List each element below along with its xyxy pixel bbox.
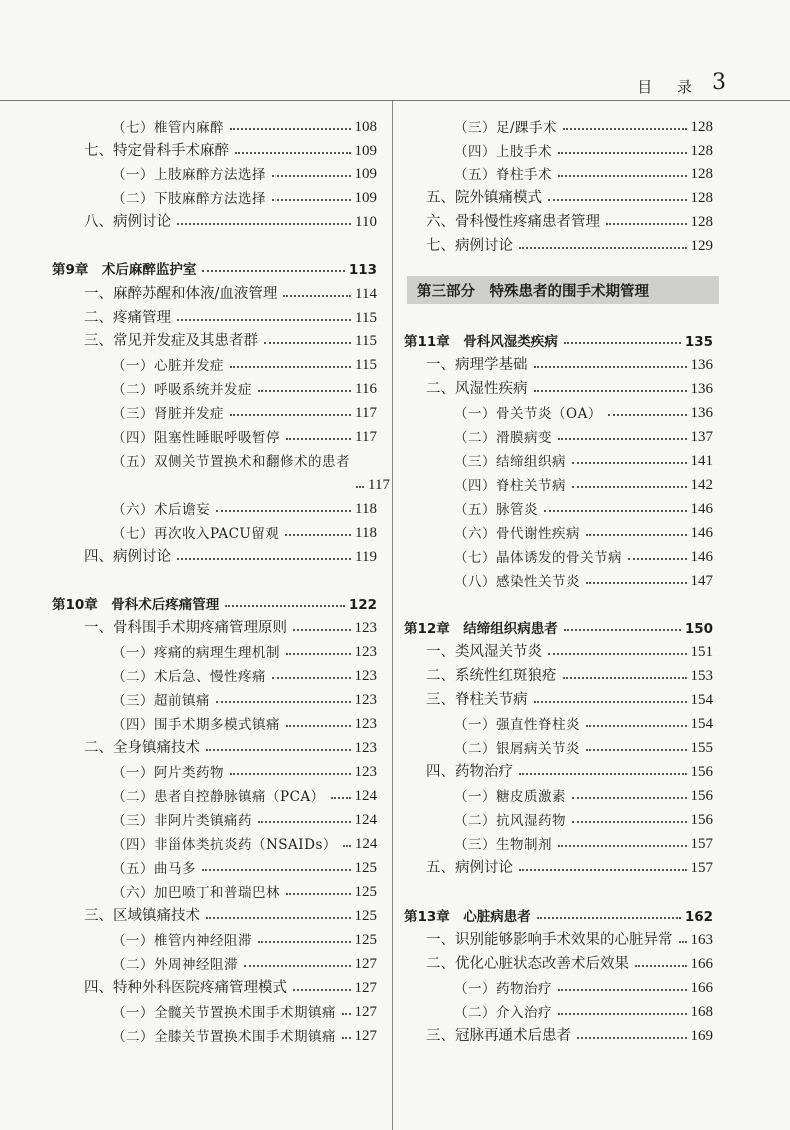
toc-entry-title: （三）足/踝手术: [454, 120, 558, 136]
toc-leader-dots: [577, 1037, 687, 1039]
toc-entry: [404, 376, 713, 398]
toc-entry: [52, 879, 377, 901]
toc-leader-dots: [558, 845, 687, 847]
toc-entry: [52, 138, 377, 160]
toc-entry-page: 166: [690, 980, 713, 996]
toc-entry: [404, 735, 713, 757]
toc-entry: [52, 185, 377, 207]
toc-leader-dots: [537, 917, 681, 919]
toc-entry-page: 156: [690, 788, 713, 804]
toc-leader-dots: [286, 653, 351, 655]
toc-leader-dots: [202, 270, 344, 272]
toc-entry: [52, 376, 377, 398]
toc-entry-title: （三）肾脏并发症: [112, 406, 224, 422]
toc-chapter-entry: [404, 615, 713, 637]
toc-entry: [52, 400, 377, 422]
toc-entry-page: 117: [355, 429, 377, 445]
toc-entry: [52, 352, 377, 374]
toc-leader-dots: [230, 366, 351, 368]
toc-leader-dots: [258, 821, 351, 823]
toc-entry-page: 108: [354, 119, 377, 135]
toc-entry: [404, 114, 713, 136]
toc-leader-dots: [216, 510, 351, 512]
toc-entry: [404, 1023, 713, 1045]
toc-leader-dots: [293, 629, 351, 631]
toc-leader-dots: [286, 725, 351, 727]
toc-entry: [404, 783, 713, 805]
toc-entry-page: 156: [690, 764, 713, 780]
toc-entry: [404, 663, 713, 685]
toc-entry: [52, 472, 390, 494]
toc-entry-title: （七）再次收入PACU留观: [112, 526, 280, 542]
toc-leader-dots: [331, 797, 351, 799]
toc-leader-dots: [534, 366, 687, 368]
toc-entry-page: 125: [354, 860, 377, 876]
toc-entry-title: （四）围手术期多模式镇痛: [112, 717, 280, 733]
toc-entry-page: 109: [354, 166, 377, 182]
toc-leader-dots: [564, 629, 681, 631]
toc-entry-title: 五、院外镇痛模式: [426, 190, 542, 206]
toc-entry: [404, 927, 713, 949]
toc-leader-dots: [572, 462, 687, 464]
toc-entry-page: 118: [355, 525, 377, 541]
toc-entry-title: （四）非甾体类抗炎药（NSAIDs）: [112, 837, 337, 853]
toc-leader-dots: [563, 677, 687, 679]
toc-entry-page: 154: [690, 716, 713, 732]
toc-entry-page: 128: [690, 119, 713, 135]
toc-entry: [52, 114, 377, 136]
toc-leader-dots: [563, 128, 686, 130]
toc-entry: [52, 328, 377, 350]
toc-entry-title: 第12章 结缔组织病患者: [404, 621, 558, 637]
toc-entry-page: 157: [690, 860, 713, 876]
toc-entry-title: 七、特定骨科手术麻醉: [84, 143, 229, 159]
column-divider: [392, 101, 393, 1130]
toc-entry: [404, 544, 713, 566]
toc-entry-title: 五、病例讨论: [426, 860, 513, 876]
toc-entry: [404, 161, 713, 183]
toc-entry-title: （三）非阿片类镇痛药: [112, 813, 252, 829]
toc-entry: [52, 927, 377, 949]
toc-entry-title: （一）全髋关节置换术围手术期镇痛: [112, 1005, 336, 1021]
toc-entry: [404, 711, 713, 733]
toc-entry: [52, 161, 377, 183]
toc-entry-page: 114: [355, 286, 377, 302]
toc-entry-page: 128: [690, 166, 713, 182]
toc-entry-title: （五）曲马多: [112, 861, 196, 877]
toc-entry-title: （二）抗风湿药物: [454, 813, 566, 829]
toc-entry-page: 157: [690, 836, 713, 852]
toc-entry-title: （四）脊柱关节病: [454, 478, 566, 494]
toc-entry-page: 125: [354, 932, 377, 948]
toc-entry-page: 135: [684, 334, 713, 350]
toc-entry-page: 123: [354, 668, 377, 684]
toc-entry: [404, 448, 713, 470]
toc-entry-page: 110: [355, 214, 377, 230]
toc-leader-dots: [244, 965, 351, 967]
toc-entry-title: 四、特种外科医院疼痛管理模式: [84, 980, 287, 996]
toc-entry: [52, 544, 377, 566]
toc-entry: [52, 424, 377, 446]
toc-entry-page: 124: [354, 812, 377, 828]
toc-leader-dots: [342, 1037, 351, 1039]
toc-entry-page: 146: [690, 501, 713, 517]
toc-entry-page: 128: [690, 190, 713, 206]
toc-leader-dots: [558, 1013, 687, 1015]
toc-entry-title: 一、类风湿关节炎: [426, 644, 542, 660]
toc-leader-dots: [572, 821, 687, 823]
toc-entry-title: 第10章 骨科术后疼痛管理: [52, 597, 220, 613]
toc-entry-page: 136: [690, 357, 713, 373]
toc-entry-page: 123: [354, 620, 377, 636]
toc-entry-page: 128: [690, 143, 713, 159]
toc-entry-title: （二）全膝关节置换术围手术期镇痛: [112, 1029, 336, 1045]
toc-entry: [52, 831, 377, 853]
toc-entry-page: 156: [690, 812, 713, 828]
toc-entry-title: 四、药物治疗: [426, 764, 513, 780]
toc-leader-dots: [548, 653, 687, 655]
toc-entry: [52, 855, 377, 877]
toc-entry-title: （一）骨关节炎（OA）: [454, 406, 602, 422]
toc-entry: [52, 807, 377, 829]
toc-entry-title: （六）加巴喷丁和普瑞巴林: [112, 885, 280, 901]
toc-entry-title: （一）糖皮质激素: [454, 789, 566, 805]
toc-entry-title: （一）药物治疗: [454, 981, 552, 997]
toc-entry-page: 128: [690, 214, 713, 230]
running-header-title: 目 录: [637, 78, 702, 96]
toc-entry-page: 125: [354, 908, 377, 924]
toc-leader-dots: [558, 175, 687, 177]
toc-leader-dots: [558, 438, 687, 440]
toc-leader-dots: [230, 128, 351, 130]
toc-entry: [52, 281, 377, 303]
toc-leader-dots: [534, 390, 687, 392]
toc-entry-title: 七、病例讨论: [426, 238, 513, 254]
toc-entry-page: 115: [355, 357, 377, 373]
toc-entry-page: 153: [690, 668, 713, 684]
toc-entry-title: 二、全身镇痛技术: [84, 740, 200, 756]
toc-entry-page: 123: [354, 716, 377, 732]
toc-entry-title: （一）阿片类药物: [112, 765, 224, 781]
toc-entry-page: 115: [355, 333, 377, 349]
toc-entry-page: 117: [355, 405, 377, 421]
toc-entry: [404, 951, 713, 973]
toc-leader-dots: [202, 869, 351, 871]
toc-entry: [404, 233, 713, 255]
toc-entry-page: 136: [690, 405, 713, 421]
toc-entry: [404, 352, 713, 374]
toc-entry: [52, 209, 377, 231]
toc-entry-page: 124: [354, 836, 378, 852]
toc-leader-dots: [519, 773, 687, 775]
toc-leader-dots: [586, 749, 687, 751]
toc-entry-title: （二）患者自控静脉镇痛（PCA）: [112, 789, 325, 805]
toc-entry-page: 116: [355, 381, 377, 397]
toc-entry-page: 119: [355, 549, 377, 565]
toc-leader-dots: [519, 869, 687, 871]
toc-entry-page: 169: [690, 1028, 713, 1044]
toc-leader-dots: [285, 534, 351, 536]
toc-leader-dots: [519, 247, 687, 249]
toc-leader-dots: [544, 510, 687, 512]
toc-leader-dots: [272, 199, 351, 201]
toc-entry-page: 129: [690, 238, 713, 254]
toc-entry: [52, 975, 377, 997]
toc-entry-title: （二）银屑病关节炎: [454, 741, 580, 757]
toc-entry: [404, 209, 713, 231]
toc-entry: [52, 759, 377, 781]
toc-entry: [404, 496, 713, 518]
toc-entry: [404, 185, 713, 207]
toc-entry-page: 118: [355, 501, 377, 517]
toc-entry-title: 三、脊柱关节病: [426, 692, 528, 708]
toc-leader-dots: [558, 989, 687, 991]
toc-entry-page: 162: [684, 909, 713, 925]
toc-leader-dots: [293, 989, 351, 991]
toc-entry-page: 109: [354, 143, 377, 159]
toc-entry-page: 163: [690, 932, 713, 948]
toc-entry: [404, 975, 713, 997]
toc-entry-page: 146: [690, 525, 713, 541]
toc-entry-title: （二）滑膜病变: [454, 430, 552, 446]
toc-entry-title: （七）椎管内麻醉: [112, 120, 224, 136]
toc-chapter-entry: [404, 903, 713, 925]
toc-leader-dots: [586, 582, 687, 584]
toc-entry-page: 115: [355, 310, 377, 326]
toc-entry-title: （三）超前镇痛: [112, 693, 210, 709]
toc-leader-dots: [177, 558, 351, 560]
toc-entry: [404, 138, 713, 160]
toc-entry-page: 141: [690, 453, 713, 469]
toc-entry-page: 125: [354, 884, 377, 900]
toc-leader-dots: [356, 486, 364, 488]
toc-entry-page: 117: [368, 477, 390, 493]
toc-entry-title: 三、常见并发症及其患者群: [84, 333, 258, 349]
toc-entry-title: （三）结缔组织病: [454, 454, 566, 470]
toc-entry-page: 142: [690, 477, 713, 493]
toc-leader-dots: [586, 725, 687, 727]
toc-leader-dots: [206, 749, 351, 751]
toc-chapter-entry: [52, 256, 377, 278]
toc-leader-dots: [272, 175, 351, 177]
toc-entry: [52, 1023, 377, 1045]
toc-entry: [52, 687, 377, 709]
header-rule: [0, 100, 790, 101]
toc-leader-dots: [572, 797, 687, 799]
toc-entry-page: 127: [354, 1028, 377, 1044]
toc-entry-title: （一）上肢麻醉方法选择: [112, 167, 266, 183]
toc-entry: [52, 615, 377, 637]
toc-leader-dots: [230, 773, 351, 775]
toc-chapter-entry: [52, 591, 377, 613]
toc-entry: [404, 687, 713, 709]
toc-entry-title: （四）上肢手术: [454, 144, 552, 160]
toc-entry: [52, 783, 377, 805]
toc-entry-title: 六、骨科慢性疼痛患者管理: [426, 214, 600, 230]
toc-entry-page: 127: [354, 980, 377, 996]
toc-entry-title: （一）椎管内神经阻滞: [112, 933, 252, 949]
toc-leader-dots: [343, 845, 351, 847]
toc-entry-page: 124: [354, 788, 377, 804]
toc-entry: [52, 999, 377, 1021]
toc-entry: [404, 999, 713, 1021]
toc-entry-title: （六）术后谵妄: [112, 502, 210, 518]
toc-leader-dots: [286, 438, 351, 440]
toc-entry-page: 146: [690, 549, 713, 565]
toc-leader-dots: [283, 295, 351, 297]
toc-entry: [404, 639, 713, 661]
toc-entry: [52, 639, 377, 661]
toc-entry-title: 第11章 骨科风湿类疾病: [404, 334, 558, 350]
toc-entry-title: 二、疼痛管理: [84, 310, 171, 326]
toc-entry-title: （二）术后急、慢性疼痛: [112, 669, 266, 685]
toc-leader-dots: [635, 965, 687, 967]
toc-leader-dots: [258, 390, 351, 392]
toc-leader-dots: [177, 223, 351, 225]
toc-entry-title: （二）介入治疗: [454, 1005, 552, 1021]
toc-entry: [52, 520, 377, 542]
toc-leader-dots: [235, 152, 351, 154]
toc-entry-title: 第13章 心脏病患者: [404, 909, 531, 925]
toc-entry-title: （五）脉管炎: [454, 502, 538, 518]
toc-entry-title: 八、病例讨论: [84, 214, 171, 230]
toc-entry-page: 168: [690, 1004, 713, 1020]
toc-entry: [52, 903, 377, 925]
toc-entry: [52, 305, 377, 327]
toc-entry-page: 123: [354, 740, 377, 756]
toc-leader-dots: [558, 152, 687, 154]
toc-entry: [404, 520, 713, 542]
toc-entry-title: （一）心脏并发症: [112, 358, 224, 374]
toc-entry-page: 123: [354, 692, 377, 708]
toc-entry-title: 一、骨科围手术期疼痛管理原则: [84, 620, 287, 636]
toc-entry: [52, 663, 377, 685]
toc-chapter-entry: [404, 328, 713, 350]
toc-entry-title: （五）双侧关节置换术和翻修术的患者: [112, 454, 350, 470]
toc-entry: [52, 951, 377, 973]
toc-leader-dots: [608, 414, 687, 416]
toc-entry-title: 一、麻醉苏醒和体液/血液管理: [84, 286, 278, 302]
toc-leader-dots: [225, 605, 345, 607]
toc-entry: [404, 807, 713, 829]
toc-entry: [404, 472, 713, 494]
toc-entry-title: 一、病理学基础: [426, 357, 528, 373]
toc-leader-dots: [606, 223, 687, 225]
toc-entry-title: （六）骨代谢性疾病: [454, 526, 580, 542]
toc-entry-page: 147: [690, 573, 713, 589]
toc-leader-dots: [216, 701, 351, 703]
toc-leader-dots: [286, 893, 351, 895]
toc-entry-title: 一、识别能够影响手术效果的心脏异常: [426, 932, 673, 948]
toc-entry-page: 123: [354, 764, 377, 780]
toc-entry-title: （三）生物制剂: [454, 837, 552, 853]
toc-entry-title: （四）阻塞性睡眠呼吸暂停: [112, 430, 280, 446]
toc-entry-title: 二、系统性红斑狼疮: [426, 668, 557, 684]
toc-entry-page: 150: [684, 621, 713, 637]
toc-leader-dots: [564, 342, 681, 344]
toc-entry: [404, 424, 713, 446]
toc-entry-page: 151: [690, 644, 713, 660]
toc-entry-page: 113: [348, 262, 377, 278]
part-banner: 第三部分 特殊患者的围手术期管理: [407, 276, 719, 304]
toc-entry: [404, 831, 713, 853]
toc-entry-title: （五）脊柱手术: [454, 167, 552, 183]
toc-leader-dots: [230, 414, 351, 416]
toc-entry-title: （二）呼吸系统并发症: [112, 382, 252, 398]
toc-leader-dots: [342, 1013, 351, 1015]
toc-entry-page: 137: [690, 429, 713, 445]
toc-leader-dots: [586, 534, 687, 536]
toc-leader-dots: [177, 319, 351, 321]
toc-leader-dots: [679, 941, 687, 943]
toc-entry: [404, 855, 713, 877]
toc-entry-title: （七）晶体诱发的骨关节病: [454, 550, 622, 566]
toc-entry-title: （一）强直性脊柱炎: [454, 717, 580, 733]
toc-entry-page: 127: [354, 956, 377, 972]
toc-entry-title: 二、风湿性疾病: [426, 381, 528, 397]
toc-entry-page: 109: [354, 190, 377, 206]
toc-entry-title: 三、区域镇痛技术: [84, 908, 200, 924]
toc-leader-dots: [628, 558, 687, 560]
toc-entry: [404, 759, 713, 781]
toc-entry-page: 154: [690, 692, 713, 708]
toc-leader-dots: [548, 199, 687, 201]
toc-entry-title: 二、优化心脏状态改善术后效果: [426, 956, 629, 972]
toc-entry-title: （二）外周神经阻滞: [112, 957, 238, 973]
toc-entry-page: 127: [354, 1004, 377, 1020]
toc-entry-title: （二）下肢麻醉方法选择: [112, 191, 266, 207]
toc-entry-page: 136: [690, 381, 713, 397]
toc-entry: [52, 496, 377, 518]
toc-entry-page: 123: [354, 644, 377, 660]
toc-leader-dots: [272, 677, 351, 679]
toc-leader-dots: [264, 342, 351, 344]
toc-entry-page: 122: [348, 597, 377, 613]
toc-entry-title: （八）感染性关节炎: [454, 574, 580, 590]
toc-entry: [52, 711, 377, 733]
toc-leader-dots: [258, 941, 351, 943]
toc-entry: [404, 400, 713, 422]
toc-entry-title: （一）疼痛的病理生理机制: [112, 645, 280, 661]
toc-leader-dots: [534, 701, 687, 703]
toc-leader-dots: [206, 917, 351, 919]
page-number: 3: [712, 70, 726, 95]
toc-entry-title: 三、冠脉再通术后患者: [426, 1028, 571, 1044]
toc-entry-title: 第9章 术后麻醉监护室: [52, 262, 197, 278]
toc-entry-page: 155: [690, 740, 713, 756]
toc-entry-page: 166: [690, 956, 713, 972]
toc-entry-title: 四、病例讨论: [84, 549, 171, 565]
toc-entry: [52, 448, 377, 470]
toc-entry: [404, 568, 713, 590]
toc-leader-dots: [572, 486, 687, 488]
toc-entry: [52, 735, 377, 757]
